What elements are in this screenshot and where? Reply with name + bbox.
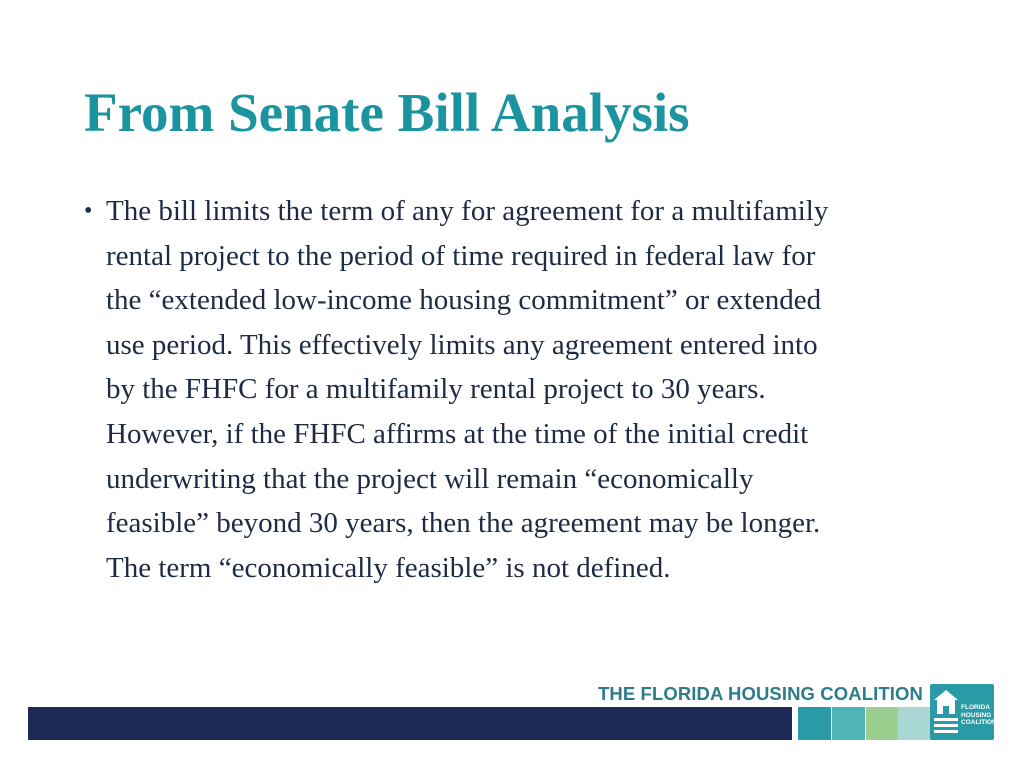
bullet-line: However, if the FHFC affirms at the time of the initial credit bbox=[106, 417, 809, 450]
footer-band bbox=[28, 707, 792, 740]
logo-text bbox=[961, 704, 997, 727]
bullet-line: the “extended low-income housing commitment” or extended bbox=[106, 284, 822, 317]
bullet-list bbox=[84, 189, 964, 590]
logo-text-line: FLORIDA bbox=[961, 704, 990, 711]
bullet-line: feasible” beyond 30 years, then the agreement may be longer. bbox=[106, 507, 821, 540]
bullet-item bbox=[84, 189, 964, 590]
bullet-line: use period. This effectively limits any agreement entered into bbox=[106, 328, 818, 361]
footer-swatch-3 bbox=[866, 707, 899, 740]
slide-title: From Senate Bill Analysis bbox=[84, 82, 690, 143]
bullet-line: underwriting that the project will remain “economically bbox=[106, 462, 754, 495]
logo-text-line: COALITION bbox=[961, 719, 997, 726]
brand-name: THE FLORIDA HOUSING COALITION bbox=[598, 683, 923, 704]
footer-swatch-4 bbox=[898, 707, 931, 740]
bullet-line: The bill limits the term of any for agreement for a multifamily bbox=[106, 195, 829, 227]
bullet-line: The term “economically feasible” is not defined. bbox=[106, 551, 671, 584]
bullet-line: rental project to the period of time required in federal law for bbox=[106, 239, 816, 272]
bullet-line: by the FHFC for a multifamily rental project to 30 years. bbox=[106, 373, 766, 406]
bullet-marker: • bbox=[84, 198, 93, 224]
coalition-logo bbox=[930, 684, 997, 740]
footer-swatch-1 bbox=[798, 707, 831, 740]
footer-swatch-2 bbox=[832, 707, 865, 740]
logo-text-line: HOUSING bbox=[961, 711, 992, 719]
